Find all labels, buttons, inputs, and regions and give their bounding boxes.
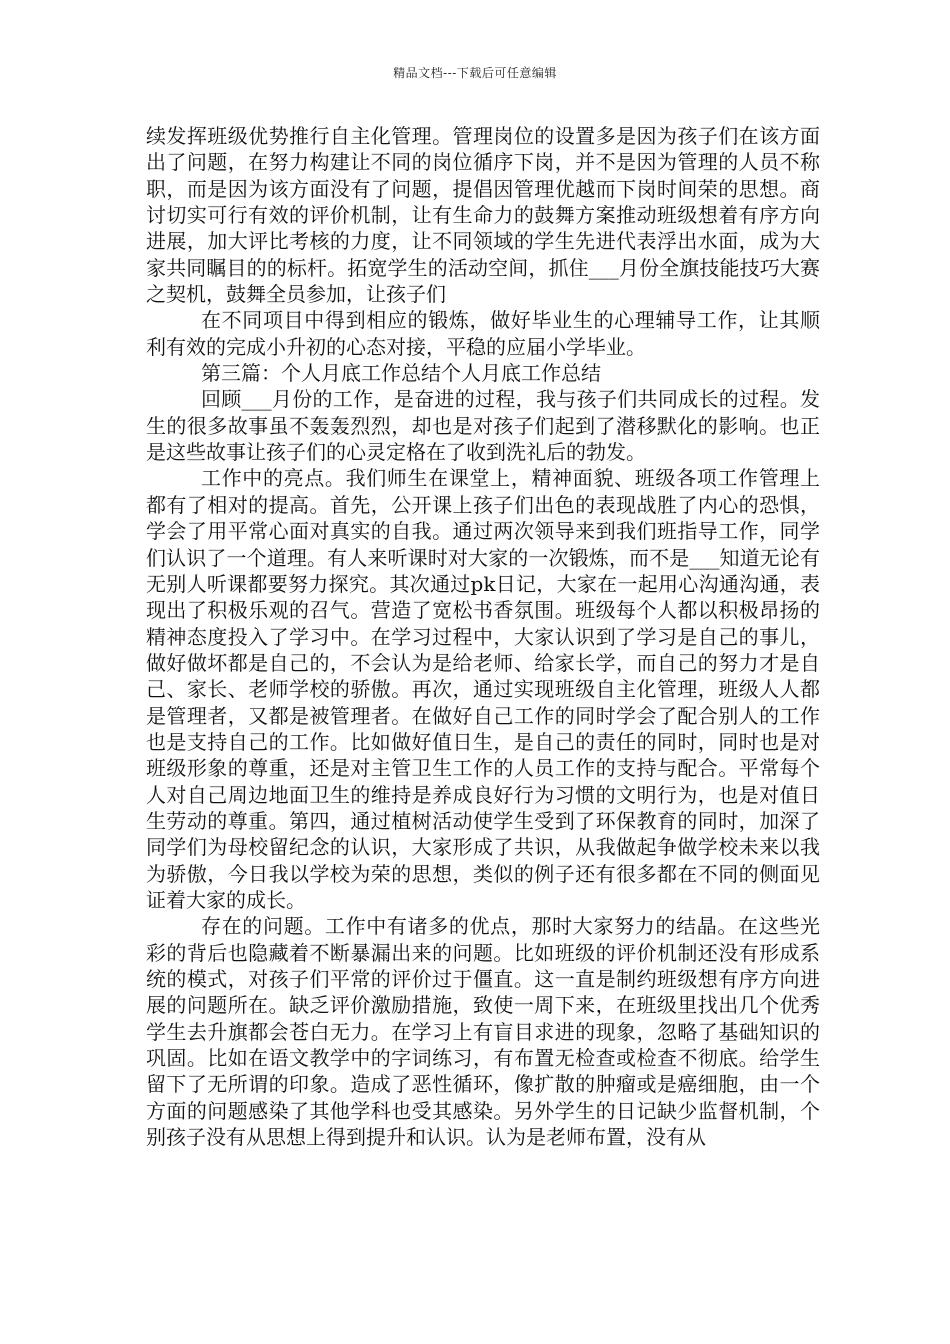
paragraph-problems: 存在的问题。工作中有诸多的优点，那时大家努力的结晶。在这些光彩的背后也隐藏着不断暴漏出来的问题。比如班级的评价机制还没有形成系统的模式，对孩子们平常的评价过于僵直。这一直是制约班级想有序方向进展的问题所在。缺乏评价激励措施，致使一周下来，在班级里找出几个优秀学生去升旗都会苍白无力。在学习上有盲目求进的现象，忽略了基础知识的巩固。比如在语文教学中的字词练习，有布置无检查或检查不彻底。给学生留下了无所谓的印象。造成了恶性循环，像扩散的肿瘤或是癌细胞，由一个方面的问题感染了其他学科也受其感染。另外学生的日记缺少监督机制，个别孩子没有从思想上得到提升和认识。认为是老师布置，没有从 (146, 914, 820, 1150)
paragraph-review: 回顾___月份的工作，是奋进的过程，我与孩子们共同成长的过程。发生的很多故事虽不轰轰烈烈，却也是对孩子们起到了潜移默化的影响。也正是这些故事让孩子们的心灵定格在了收到洗礼后的勃发。 (146, 387, 820, 465)
section-heading: 第三篇：个人月底工作总结个人月底工作总结 (201, 361, 601, 386)
paragraph-highlights: 工作中的亮点。我们师生在课堂上，精神面貌、班级各项工作管理上都有了相对的提高。首先，公开课上孩子们出色的表现战胜了内心的恐惧，学会了用平常心面对真实的自我。通过两次领导来到我们班指导工作，同学们认识了一个道理。有人来听课时对大家的一次锻炼，而不是___知道无论有无别人听课都要努力探究。其次通过pk日记，大家在一起用心沟通沟通，表现出了积极乐观的召气。营造了宽松书香氛围。班级每个人都以积极昂扬的精神态度投入了学习中。在学习过程中，大家认识到了学习是自己的事儿，做好做坏都是自己的，不会认为是给老师、给家长学，而自己的努力才是自己、家长、老师学校的骄傲。再次，通过实现班级自主化管理，班级人人都是管理者，又都是被管理者。在做好自己工作的同时学会了配合别人的工作也是支持自己的工作。比如做好值日生，是自己的责任的同时，同时也是对班级形象的尊重，还是对主管卫生工作的人员工作的支持与配合。平常每个人对自己周边地面卫生的维持是养成良好行为习惯的文明行为，也是对值日生劳动的尊重。第四，通过植树活动使学生受到了环保教育的同时，加深了同学们为母校留纪念的认识，大家形成了共识，从我做起争做学校未来以我为骄傲，今日我以学校为荣的思想，类似的例子还有很多都在不同的侧面见证着大家的成长。 (146, 466, 820, 912)
paragraph-continuation: 续发挥班级优势推行自主化管理。管理岗位的设置多是因为孩子们在该方面出了问题，在努力构建让不同的岗位循序下岗，并不是因为管理的人员不称职，而是因为该方面没有了问题，提倡因管理优越而下岗时间荣的思想。商讨切实可行有效的评价机制，让有生命力的鼓舞方案推动班级想着有序方向进展，加大评比考核的力度，让不同领域的学生先进代表浮出水面，成为大家共同瞩目的的标杆。拓宽学生的活动空间，抓住___月份全旗技能技巧大赛之契机，鼓舞全员参加，让孩子们 (146, 124, 820, 307)
page-header: 精品文档---下载后可任意编辑 (393, 66, 557, 80)
paragraph-graduation-guidance: 在不同项目中得到相应的锻炼，做好毕业生的心理辅导工作，让其顺利有效的完成小升初的心态对接，平稳的应届小学毕业。 (146, 308, 820, 359)
document-body (146, 123, 820, 1150)
